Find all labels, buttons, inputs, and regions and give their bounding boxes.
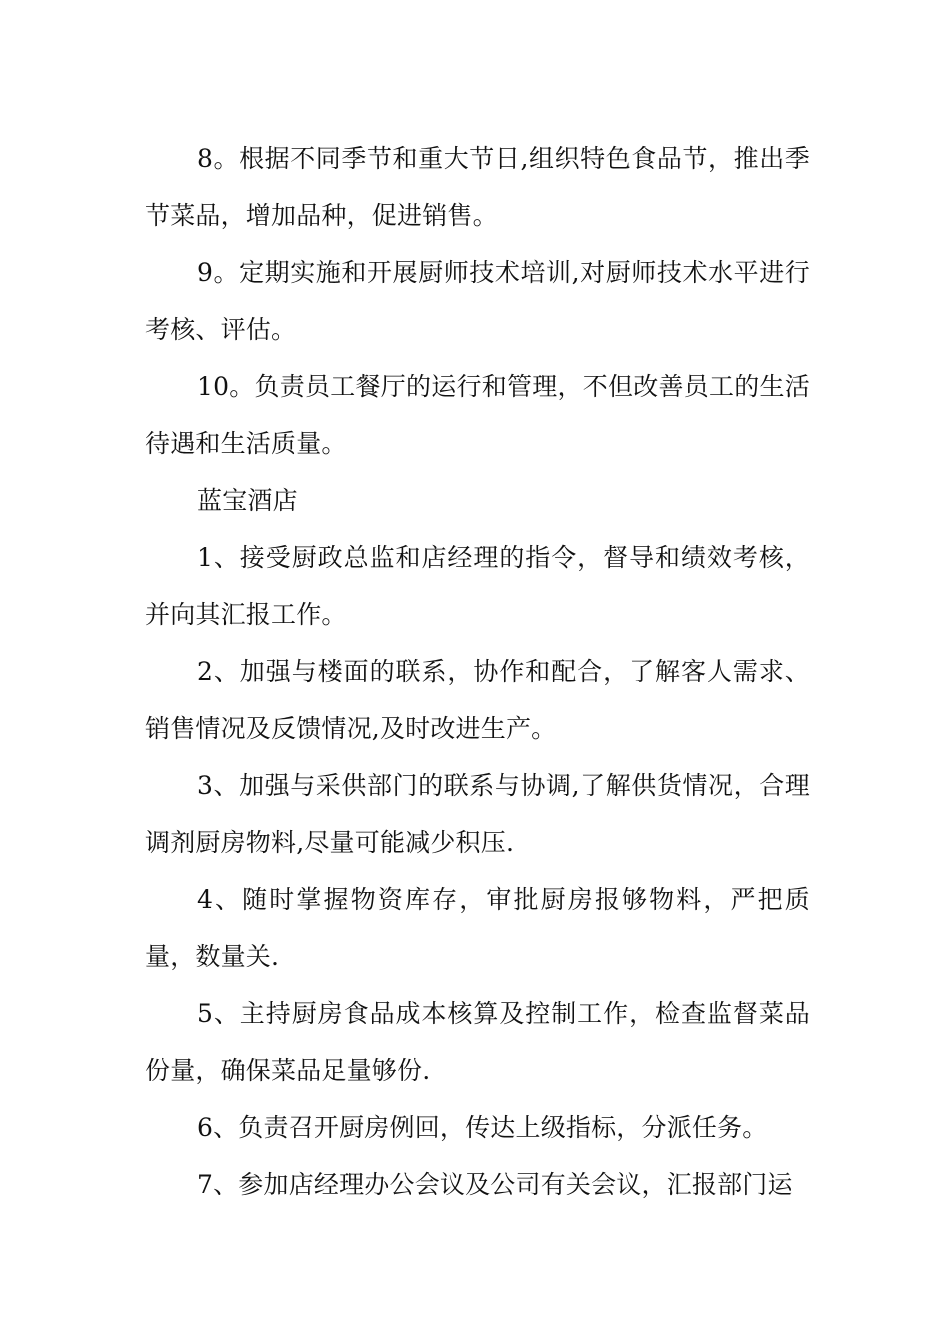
paragraph-item-2: 2、加强与楼面的联系，协作和配合，了解客人需求、销售情况及反馈情况,及时改进生产。 [145, 657, 810, 743]
paragraph-item-9: 9。定期实施和开展厨师技术培训,对厨师技术水平进行考核、评估。 [145, 258, 810, 344]
paragraph-item-1: 1、接受厨政总监和店经理的指令，督导和绩效考核，并向其汇报工作。 [145, 543, 810, 629]
paragraph-item-4: 4、随时掌握物资库存，审批厨房报够物料，严把质量，数量关. [145, 885, 810, 971]
paragraph-item-3: 3、加强与采供部门的联系与协调,了解供货情况，合理调剂厨房物料,尽量可能减少积压. [145, 771, 810, 857]
paragraph-item-7: 7、参加店经理办公会议及公司有关会议，汇报部门运 [197, 1170, 793, 1199]
paragraph-item-6: 6、负责召开厨房例回，传达上级指标，分派任务。 [197, 1113, 768, 1142]
paragraph-item-8: 8。根据不同季节和重大节日,组织特色食品节，推出季节菜品，增加品种，促进销售。 [145, 144, 810, 230]
paragraph-item-10: 10。负责员工餐厅的运行和管理，不但改善员工的生活待遇和生活质量。 [145, 372, 810, 458]
paragraph-item-5: 5、主持厨房食品成本核算及控制工作，检查监督菜品份量，确保菜品足量够份. [145, 999, 810, 1085]
document-body [145, 130, 810, 1213]
section-heading: 蓝宝酒店 [197, 486, 298, 515]
